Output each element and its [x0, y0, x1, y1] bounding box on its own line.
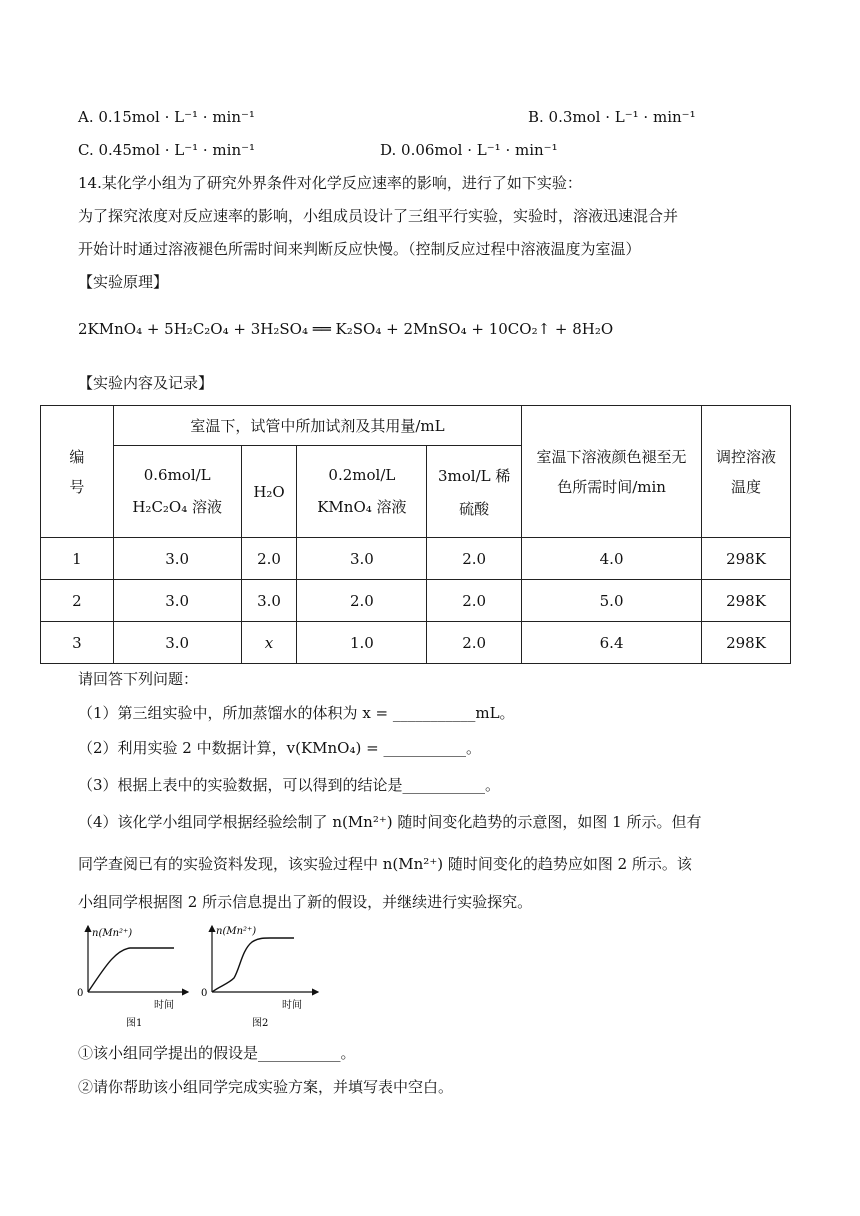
- figure-1: [72, 920, 190, 1032]
- x-axis-label: 时间: [282, 1000, 302, 1011]
- header-time: 室温下溶液颜色褪至无色所需时间/min: [522, 406, 702, 538]
- header-sulfuric-acid: 3mol/L 稀 硫酸: [427, 446, 522, 538]
- curve-fig2: [212, 938, 294, 992]
- curve-fig1: [88, 948, 174, 992]
- x-axis-label: 时间: [154, 1000, 174, 1011]
- record-heading: 【实验内容及记录】: [78, 374, 214, 392]
- figure-1-caption: 图1: [126, 1018, 143, 1029]
- sub-question-2: ②请你帮助该小组同学完成实验方案，并填写表中空白。: [78, 1078, 454, 1096]
- table-row: 2 3.0 3.0 2.0 2.0 5.0 298K: [41, 580, 791, 622]
- question-4-line-2: 同学查阅已有的实验资料发现，该实验过程中 n(Mn²⁺) 随时间变化的趋势应如图 2 所示。该: [78, 855, 692, 873]
- y-axis-label: n(Mn²⁺): [92, 928, 133, 939]
- answer-prompt: 请回答下列问题：: [78, 670, 199, 688]
- question-2: （2）利用实验 2 中数据计算，v(KMnO₄) = ___________。: [78, 739, 481, 757]
- header-water: H₂O: [241, 446, 297, 538]
- table-row: 1 3.0 2.0 3.0 2.0 4.0 298K: [41, 538, 791, 580]
- question-4-line-1: （4）该化学小组同学根据经验绘制了 n(Mn²⁺) 随时间变化趋势的示意图，如图 1 所示。但有: [78, 813, 702, 831]
- header-permanganate: 0.2mol/L KMnO₄ 溶液: [297, 446, 427, 538]
- option-c: C. 0.45mol · L⁻¹ · min⁻¹: [78, 141, 256, 159]
- question-3: （3）根据上表中的实验数据，可以得到的结论是___________。: [78, 776, 501, 794]
- header-oxalic-acid: 0.6mol/L H₂C₂O₄ 溶液: [113, 446, 241, 538]
- y-axis-label: n(Mn²⁺): [216, 926, 257, 937]
- principle-heading: 【实验原理】: [78, 273, 169, 291]
- figure-2-caption: 图2: [252, 1018, 269, 1029]
- sub-question-1: ①该小组同学提出的假设是___________。: [78, 1044, 356, 1062]
- table-row: 3 3.0 x 1.0 2.0 6.4 298K: [41, 622, 791, 664]
- reaction-equation: 2KMnO₄ + 5H₂C₂O₄ + 3H₂SO₄ ══ K₂SO₄ + 2MnSO₄ + 10CO₂↑ + 8H₂O: [78, 320, 614, 338]
- question-title: 14.某化学小组为了研究外界条件对化学反应速率的影响，进行了如下实验：: [78, 174, 582, 192]
- option-b: B. 0.3mol · L⁻¹ · min⁻¹: [528, 108, 696, 126]
- option-d: D. 0.06mol · L⁻¹ · min⁻¹: [380, 141, 558, 159]
- header-temperature: 调控溶液温度: [702, 406, 791, 538]
- option-a: A. 0.15mol · L⁻¹ · min⁻¹: [78, 108, 255, 126]
- question-intro-2: 开始计时通过溶液褪色所需时间来判断反应快慢。（控制反应过程中溶液温度为室温）: [78, 240, 641, 258]
- origin-label: 0: [77, 988, 84, 999]
- header-number: 编号: [41, 406, 114, 538]
- header-reagents: 室温下，试管中所加试剂及其用量/mL: [113, 406, 521, 446]
- figure-2: [196, 920, 322, 1032]
- question-1: （1）第三组实验中，所加蒸馏水的体积为 x = ___________mL。: [78, 704, 515, 722]
- question-4-line-3: 小组同学根据图 2 所示信息提出了新的假设，并继续进行实验探究。: [78, 893, 533, 911]
- experiment-table: [40, 405, 791, 664]
- question-intro-1: 为了探究浓度对反应速率的影响，小组成员设计了三组平行实验，实验时，溶液迅速混合并: [78, 207, 679, 225]
- origin-label: 0: [201, 988, 208, 999]
